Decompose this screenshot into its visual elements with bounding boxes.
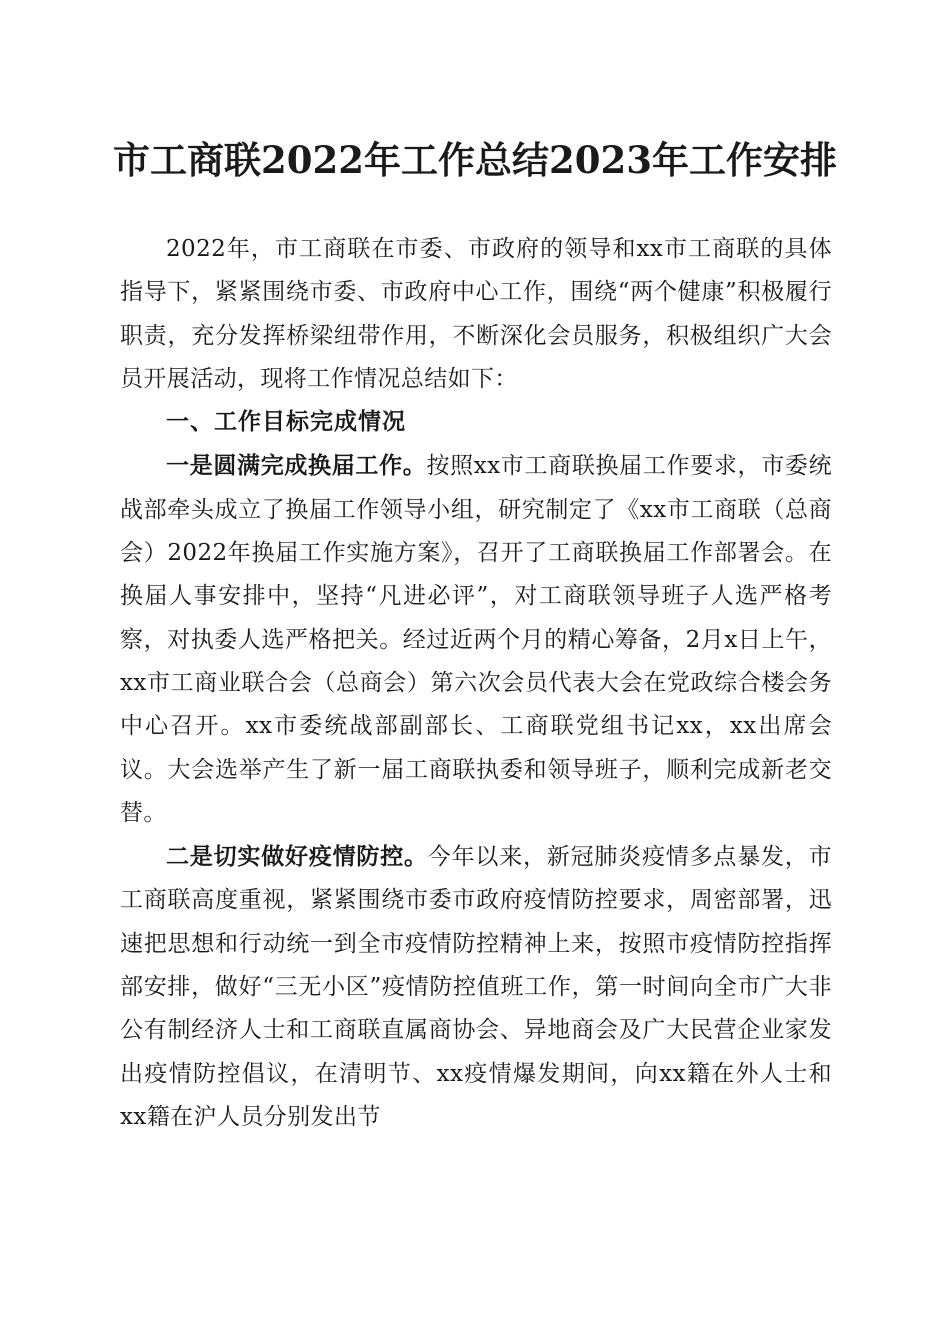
item-1-text: 按照xx市工商联换届工作要求，市委统战部牵头成立了换届工作领导小组，研究制定了《xx市工商联（总商会）2022年换届工作实施方案》，召开了工商联换届工作部署会。在换届人事安排中，坚持“凡进必评”，对工商联领导班子人选严格考察，对执委人选严格把关。经过近两个月的精心筹备，2月x日上午，xx市工商业联合会（总商会）第六次会员代表大会在党政综合楼会务中心召开。xx市委统战部副部长、工商联党组书记xx，xx出席会议。大会选举产生了新一届工商联执委和领导班子，顺利完成新老交替。 [120,453,832,826]
intro-paragraph: 2022年，市工商联在市委、市政府的领导和xx市工商联的具体指导下，紧紧围绕市委、市政府中心工作，围绕“两个健康”积极履行职责，充分发挥桥梁纽带作用，不断深化会员服务，积极组织广大会员开展活动，现将工作情况总结如下： [120,236,832,392]
item-2-lead: 二是切实做好疫情防控。 [166,843,428,871]
item-1-paragraph [120,444,832,835]
item-2-text: 今年以来，新冠肺炎疫情多点暴发，市工商联高度重视，紧紧围绕市委市政府疫情防控要求，周密部署，迅速把思想和行动统一到全市疫情防控精神上来，按照市疫情防控指挥部安排，做好“三无小区”疫情防控值班工作，第一时间向全市广大非公有制经济人士和工商联直属商协会、异地商会及广大民营企业家发出疫情防控倡议，在清明节、xx疫情爆发期间，向xx籍在外人士和xx籍在沪人员分别发出节 [120,844,832,1130]
item-2-paragraph [120,835,832,1139]
document-body [120,228,832,1139]
section-heading: 一、工作目标完成情况 [166,409,406,436]
document-title: 市工商联2022年工作总结2023年工作安排 [113,138,837,182]
item-1-lead: 一是圆满完成换届工作。 [166,452,427,480]
